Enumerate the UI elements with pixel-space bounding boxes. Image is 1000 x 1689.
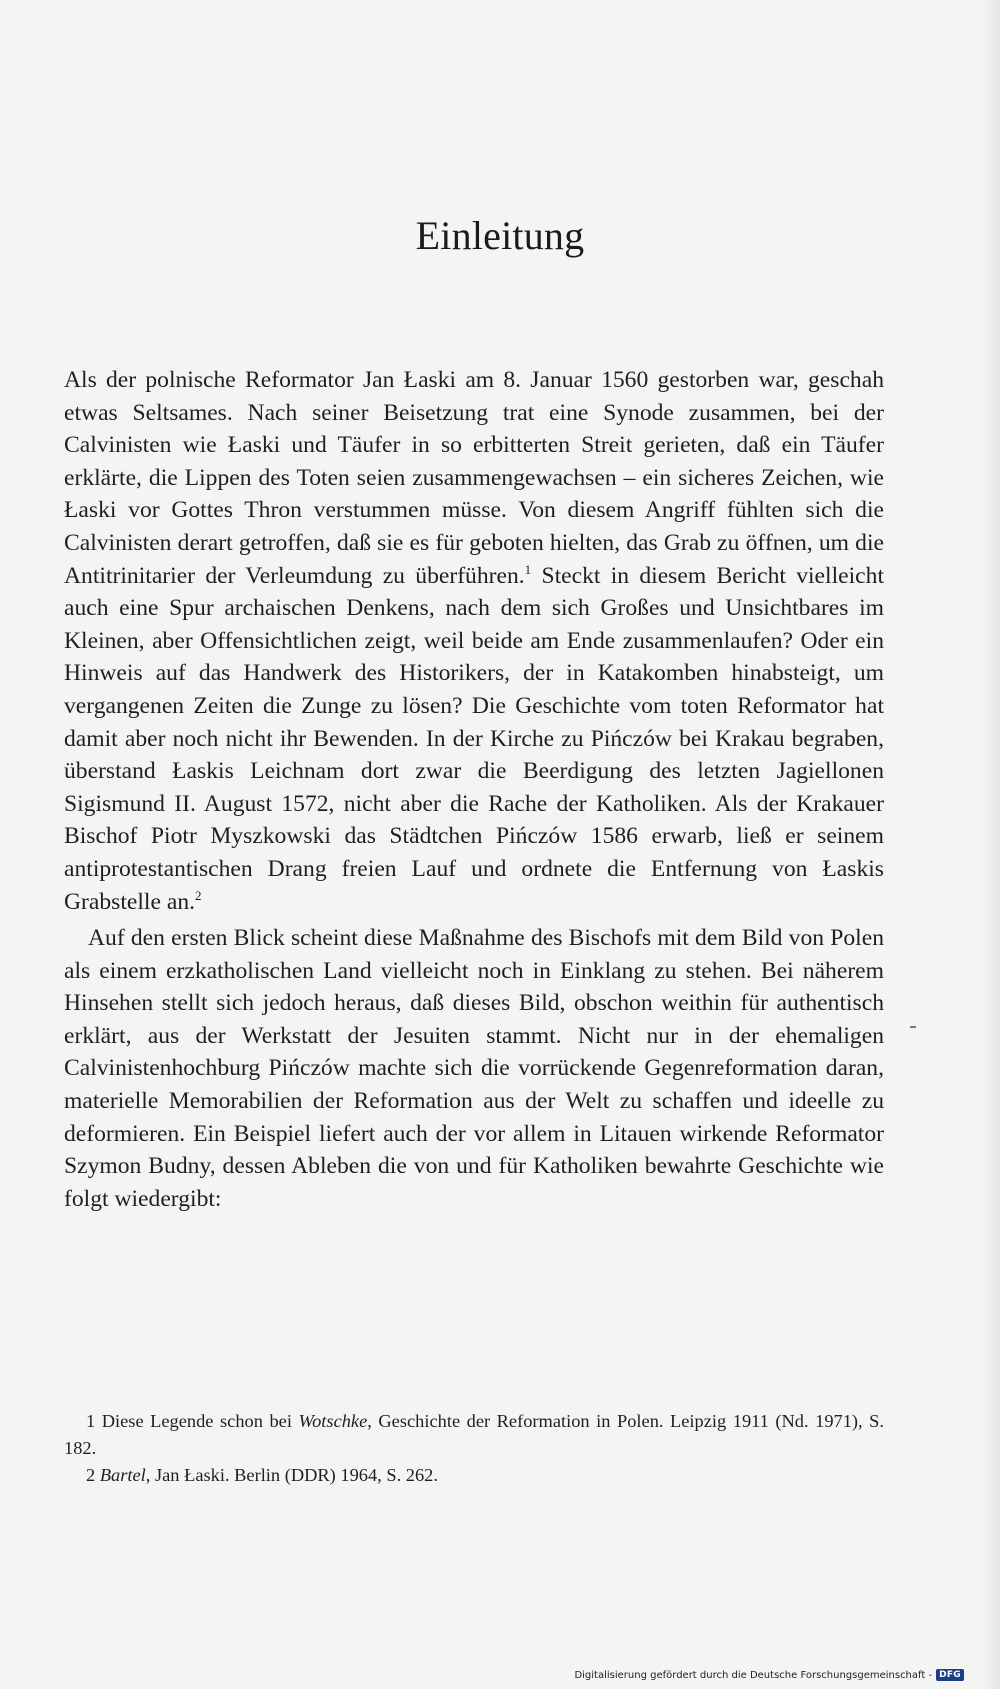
paragraph-2: Auf den ersten Blick scheint diese Maßnahme des Bischofs mit dem Bild von Polen als einem erzkatholischen Land vielleicht noch in Einklang zu stehen. Bei näherem Hinsehen stellt sich jedoch heraus, daß dieses Bild, obschon weithin für authentisch erklärt, aus der Werkstatt der Jesuiten stammt. Nicht nur in der ehemaligen Calvinistenhochburg Pińczów machte sich die vorrückende Gegenreformation daran, materielle Memorabilien der Reformation aus der Welt zu schaffen und ideelle zu deformieren. Ein Beispiel liefert auch der vor allem in Litauen wirkende Reformator Szymon Budny, dessen Ableben die von und für Katholiken bewahrte Geschichte wie folgt wiedergibt: [64,925,884,1212]
footnote-1 [64,1408,884,1462]
dfg-logo: DFG [936,1669,964,1681]
margin-mark [910,1026,916,1028]
footnote-citation: , Jan Łaski. Berlin (DDR) 1964, S. 262. [145,1465,438,1485]
footnote-number: 1 [86,1411,96,1431]
footnote-author: Bartel [99,1465,146,1485]
chapter-heading: Einleitung [415,213,585,258]
footnote-citation: , Geschichte der Reformation in Polen. Leipzig 1911 (Nd. 1971), S. 182. [64,1411,884,1458]
footnote-ref-1[interactable]: 1 [524,561,532,577]
footnote-lead: Diese Legende schon bei [101,1411,299,1431]
paragraph-1 [64,364,884,918]
footnote-number: 2 [86,1465,96,1485]
footnote-author: Wotschke [298,1411,368,1431]
footnotes [64,1408,884,1489]
main-text [64,364,884,1215]
stamp-text: Digitalisierung gefördert durch die Deutsche Forschungsgemeinschaft - [574,1669,933,1681]
footnote-2 [64,1462,884,1489]
paragraph-1-part-b: Steckt in diesem Bericht vielleicht auch eine Spur archaischen Denkens, nach dem sich Großes und Unsichtbares im Kleinen, aber Offensichtlichen zeigt, weil beide am Ende zusammenlaufen? Oder ein Hinweis auf das Handwerk des Historikers, der in Katakomben hinabsteigt, um vergangenen Zeiten die Zunge zu lösen? Die Geschichte vom toten Reformator hat damit aber noch nicht ihr Bewenden. In der Kirche zu Pińczów bei Krakau begraben, überstand Łaskis Leichnam dort zwar die Beerdigung des letzten Jagiellonen Sigismund II. August 1572, nicht aber die Rache der Katholiken. Als der Krakauer Bischof Piotr Myszkowski das Städtchen Pińczów 1586 erwarb, ließ er seinem antiprotestantischen Drang freien Lauf und ordnete die Entfernung von Łaskis Grabstelle an. [64,562,884,915]
digitization-stamp [574,1669,964,1681]
footnote-ref-2[interactable]: 2 [195,887,202,903]
paragraph-1-part-a: Als der polnische Reformator Jan Łaski am 8. Januar 1560 gestorben war, geschah etwas Seltsames. Nach seiner Beisetzung trat eine Synode zusammen, bei der Calvinisten wie Łaski und Täufer in so erbitterten Streit gerieten, daß ein Täufer erklärte, die Lippen des Toten seien zusammengewachsen – ein sicheres Zeichen, wie Łaski vor Gottes Thron verstummen müsse. Von diesem Angriff fühlten sich die Calvinisten derart getroffen, daß sie es für geboten hielten, das Grab zu öffnen, um die Antitrinitarier der Verleumdung zu überführen. [64,367,884,589]
